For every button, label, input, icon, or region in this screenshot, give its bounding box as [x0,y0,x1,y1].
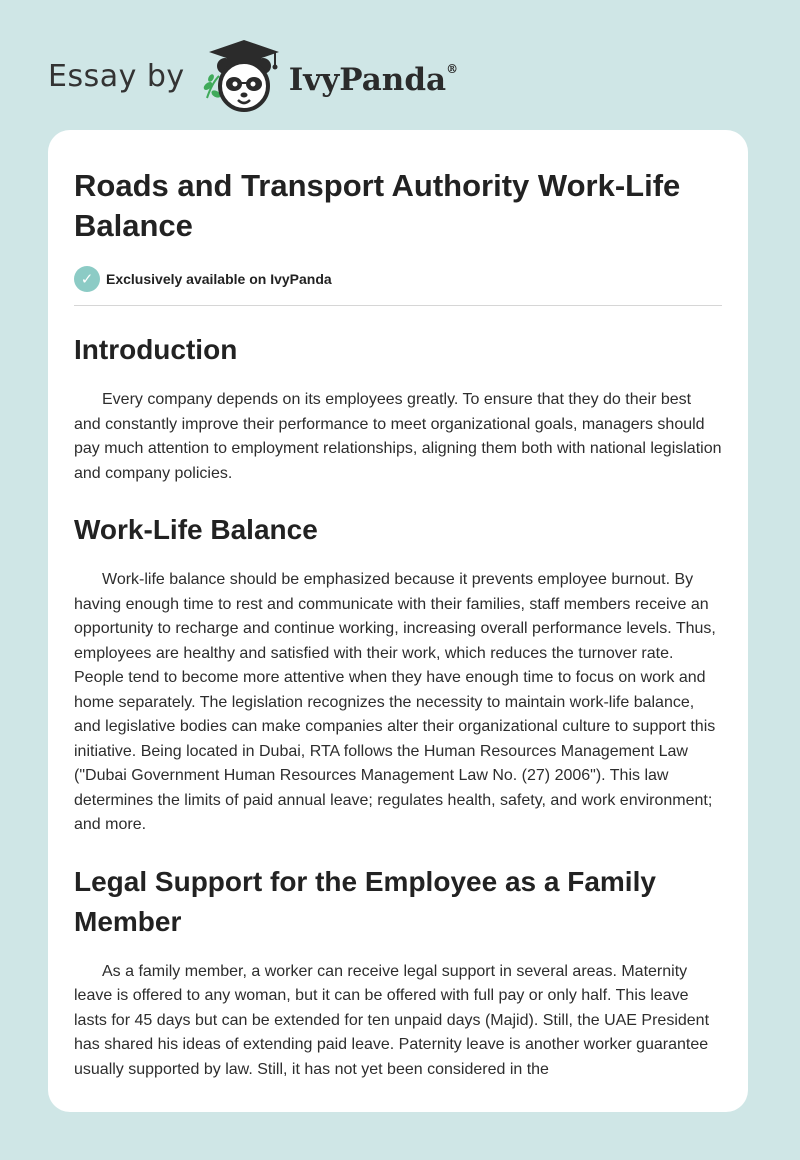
essay-by-label: Essay by [48,58,185,94]
divider [74,305,722,306]
essay-card [48,130,748,1112]
section-heading-introduction: Introduction [74,334,238,365]
brand-name[interactable] [289,62,458,98]
brand-label: IvyPanda [288,62,447,98]
section-heading-legal-support: Legal Support for the Employee as a Family Member [74,865,656,937]
exclusive-badge [74,266,722,292]
panda-logo-icon[interactable] [197,36,287,116]
registered-mark: ® [446,61,459,76]
exclusive-label: Exclusively available on IvyPanda [106,271,332,287]
section-body-legal-support: As a family member, a worker can receive legal support in several areas. Maternity leave is offered to any woman, but it can be offered with full pay or only half. This leave lasts for 45 days but can be extended for ten unpaid days (Majid). Still, the UAE President has shared his ideas of extending paid leave. Paternity leave is another worker guarantee usually supported by law. Still, it has not yet been considered in the [74,962,710,1078]
check-icon: ✓ [74,266,100,292]
section-heading-work-life-balance: Work-Life Balance [74,514,318,545]
section-body-work-life-balance: Work-life balance should be emphasized because it prevents employee burnout. By having enough time to rest and communicate with their families, staff members receive an opportunity to recharge and continue working, increasing overall performance levels. Thus, employees are healthy and satisfied with their work, which reduces the turnover rate. People tend to become more attentive when they have enough time to focus on work and home separately. The legislation recognizes the necessity to maintain work-life balance, and legislative bodies can make companies alter their organizational culture to support this initiative. Being located in Dubai, RTA follows the Human Resources Management Law ("Dubai Government Human Resources Management Law No. (27) 2006"). This law determines the limits of paid annual leave; regulates health, safety, and work environment; and more. [74,571,716,833]
essay-title: Roads and Transport Authority Work-Life Balance [74,168,681,243]
section-body-introduction: Every company depends on its employees greatly. To ensure that they do their best and constantly improve their performance to meet organizational goals, managers should pay much attention to employment relationships, aligning them both with national legislation and company policies. [74,391,722,482]
site-header [48,36,548,116]
